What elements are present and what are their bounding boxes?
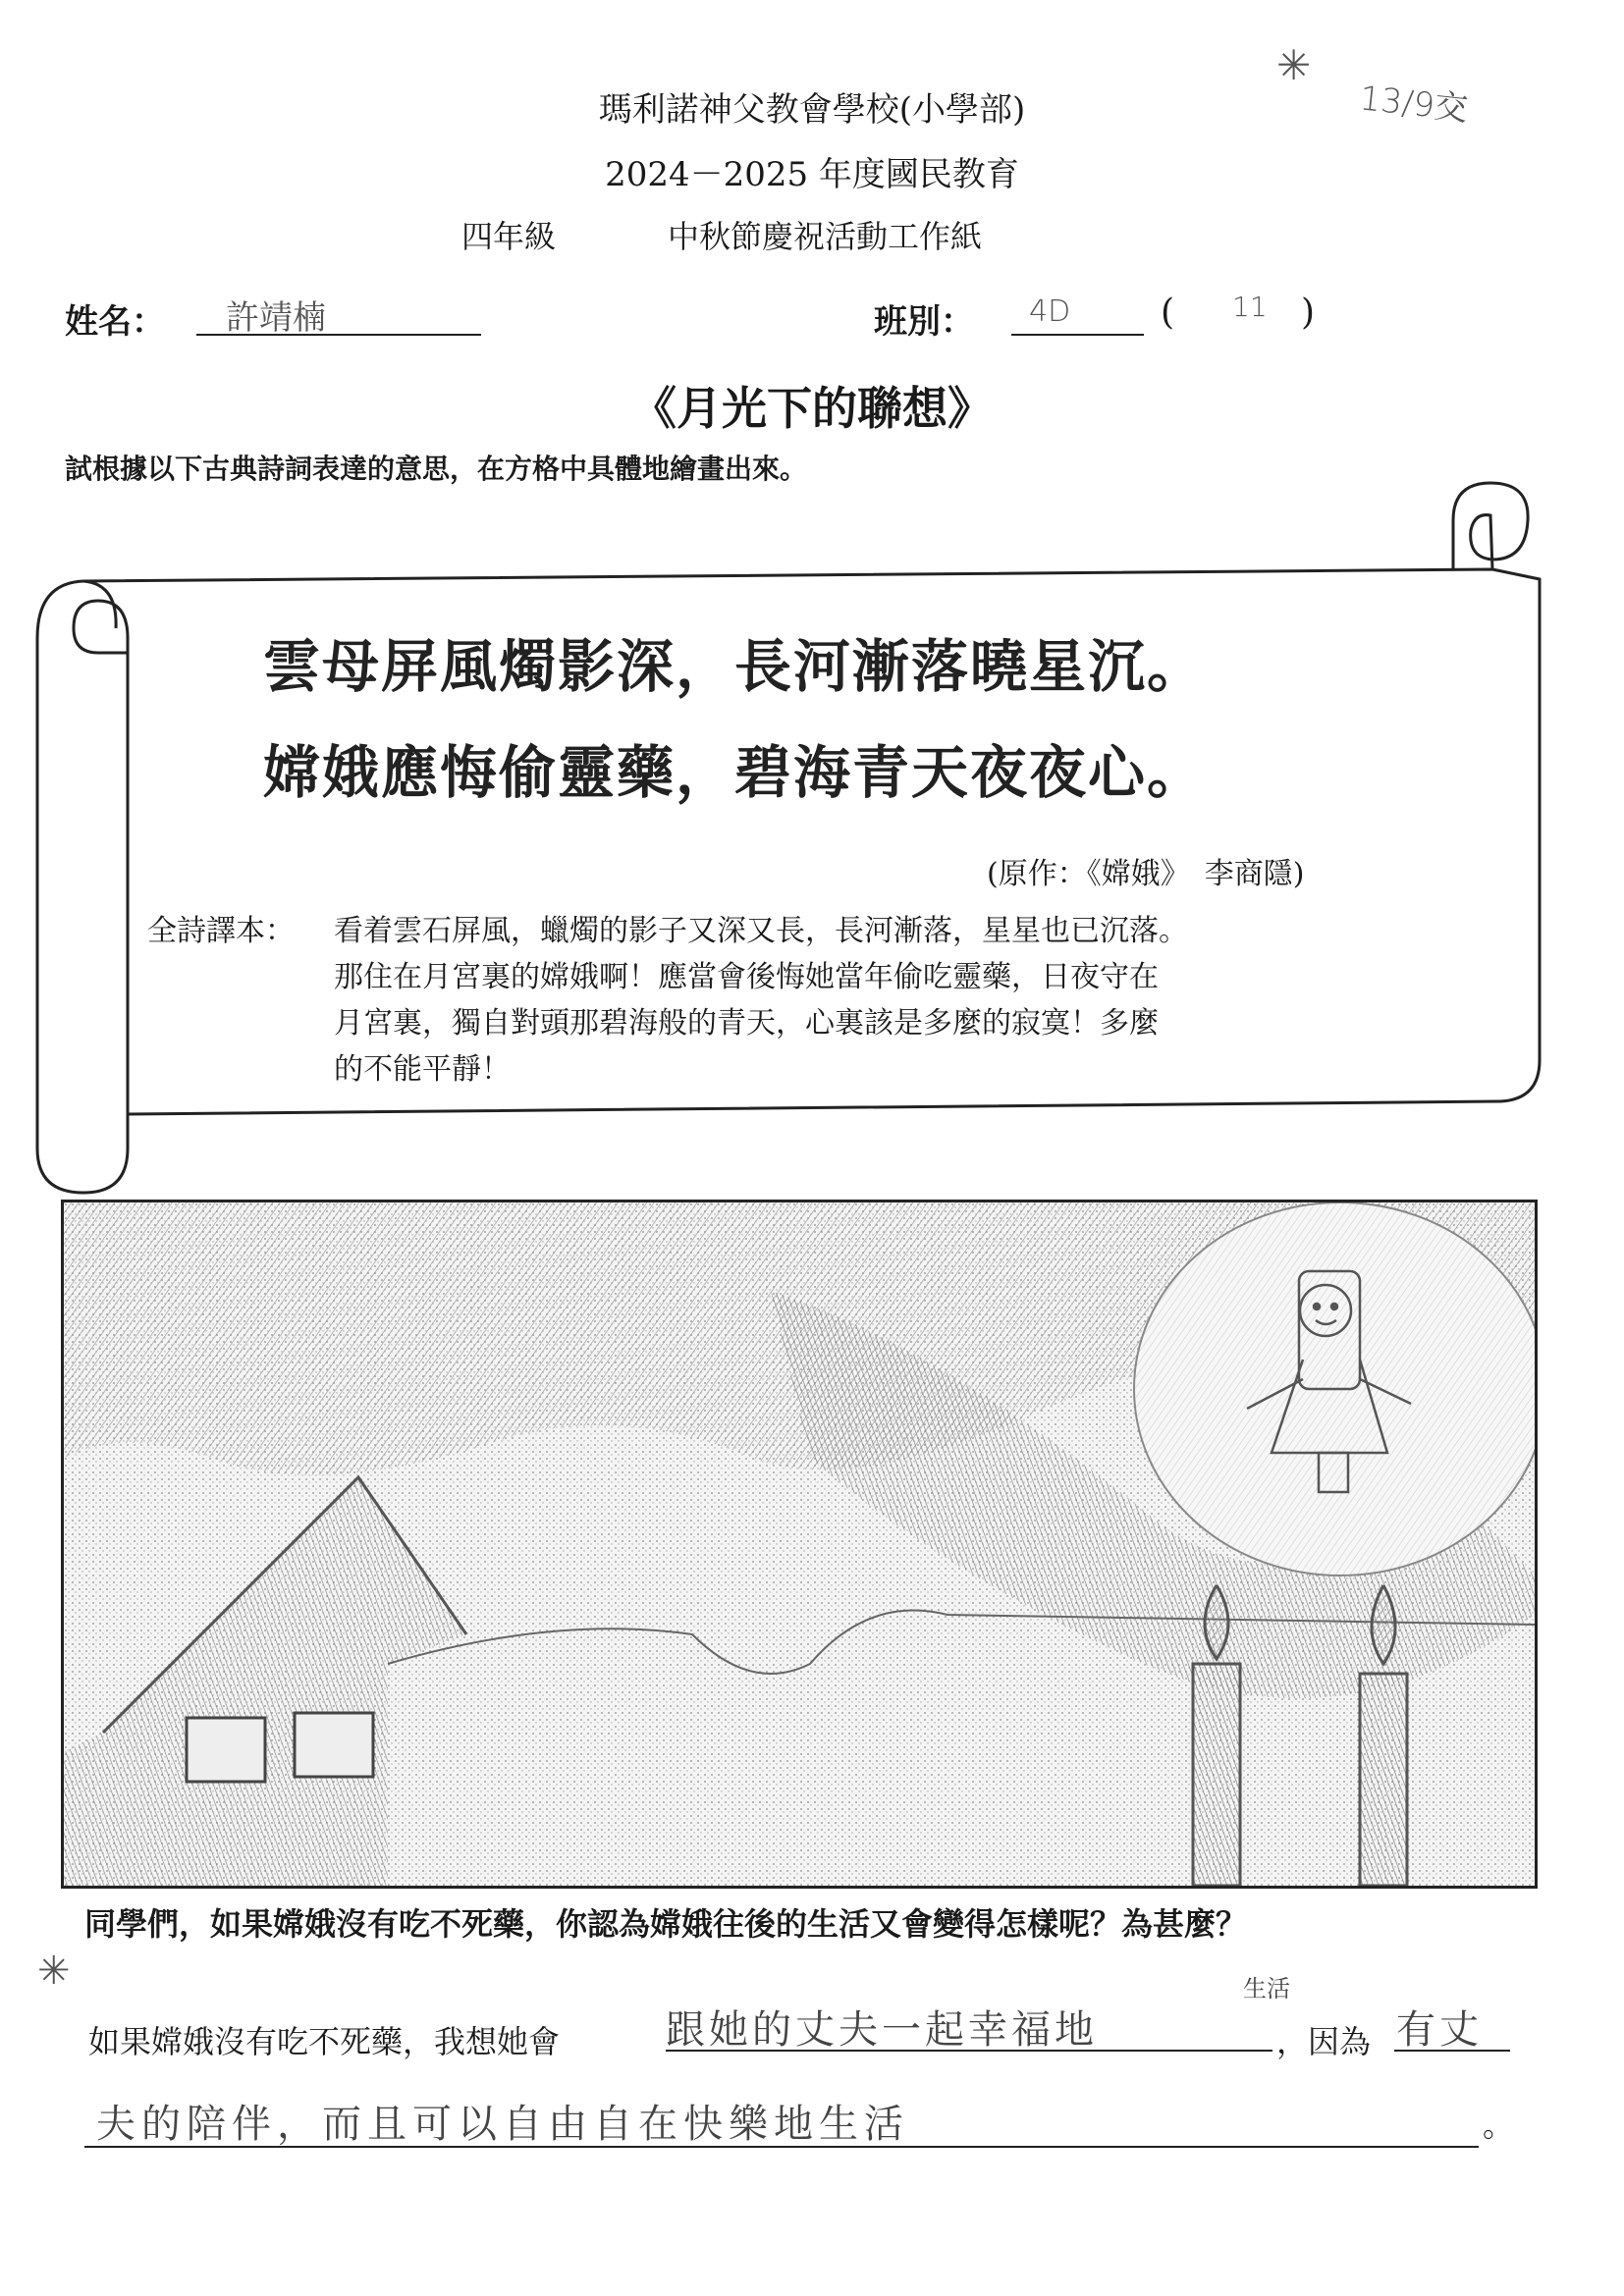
number-open-paren: ( bbox=[1161, 293, 1175, 333]
class-number-value: 11 bbox=[1232, 291, 1268, 323]
answer-field-3[interactable] bbox=[84, 2091, 1479, 2148]
translation-label: 全詩譯本： bbox=[147, 914, 295, 948]
answer-part-2a: 有丈 bbox=[1396, 2007, 1483, 2053]
academic-year: 2024－2025 年度國民教育 bbox=[605, 155, 1019, 194]
activity-instruction: 試根據以下古典詩詞表達的意思，在方格中具體地繪畫出來。 bbox=[65, 453, 808, 485]
answer-part-1: 跟她的丈夫一起幸福地 bbox=[666, 2007, 1098, 2053]
number-close-paren: ) bbox=[1301, 293, 1316, 333]
school-name: 瑪利諾神父教會學校(小學部) bbox=[598, 90, 1026, 130]
translation-line-1: 看着雲石屏風，蠟燭的影子又深又長，長河漸落，星星也已沉落。 bbox=[334, 914, 1188, 948]
poem-line-1: 雲母屏風燭影深，長河漸落曉星沉。 bbox=[263, 633, 1207, 700]
answer-field-1[interactable] bbox=[666, 1975, 1290, 2053]
teacher-star-mark-left: ✳ bbox=[37, 1949, 71, 1994]
name-label: 姓名： bbox=[65, 302, 165, 342]
question-prompt: 同學們，如果嫦娥沒有吃不死藥，你認為嫦娥往後的生活又會變得怎樣呢？為甚麼？ bbox=[84, 1905, 1248, 1943]
name-value: 許靖楠 bbox=[226, 298, 326, 338]
drawing-box bbox=[61, 1200, 1538, 1889]
submission-date-note: 13/9交 bbox=[1357, 79, 1470, 130]
grade-label: 四年級 bbox=[461, 218, 557, 255]
translation-line-4: 的不能平靜！ bbox=[334, 1052, 511, 1087]
class-label: 班別： bbox=[874, 302, 974, 342]
answer-prefix: 如果嫦娥沒有吃不死藥，我想她會 bbox=[88, 2023, 561, 2060]
poem-source: (原作：《嫦娥》 李商隱) bbox=[987, 857, 1305, 891]
answer-part-2b: 夫的陪伴，而且可以自由自在快樂地生活 bbox=[96, 2102, 909, 2147]
answer-because: ，因為 bbox=[1276, 2023, 1372, 2060]
activity-title: 《月光下的聯想》 bbox=[631, 382, 993, 435]
teacher-star-mark: ✳ bbox=[1276, 41, 1312, 89]
answer-correction: 生活 bbox=[1243, 1975, 1290, 2002]
class-value: 4D bbox=[1029, 294, 1071, 329]
translation-line-3: 月宮裏，獨自對頭那碧海般的青天，心裏該是多麼的寂寞！多麼 bbox=[334, 1006, 1159, 1041]
answer-end-mark: 。 bbox=[1483, 2107, 1515, 2144]
pencil-drawing bbox=[64, 1202, 1535, 1886]
poem-line-2: 嫦娥應悔偷靈藥，碧海青天夜夜心。 bbox=[263, 739, 1207, 806]
answer-field-2[interactable] bbox=[1394, 1997, 1510, 2052]
worksheet-title: 中秋節慶祝活動工作紙 bbox=[668, 218, 983, 255]
translation-line-2: 那住在月宮裏的嫦娥啊！應當會後悔她當年偷吃靈藥，日夜守在 bbox=[334, 960, 1159, 994]
